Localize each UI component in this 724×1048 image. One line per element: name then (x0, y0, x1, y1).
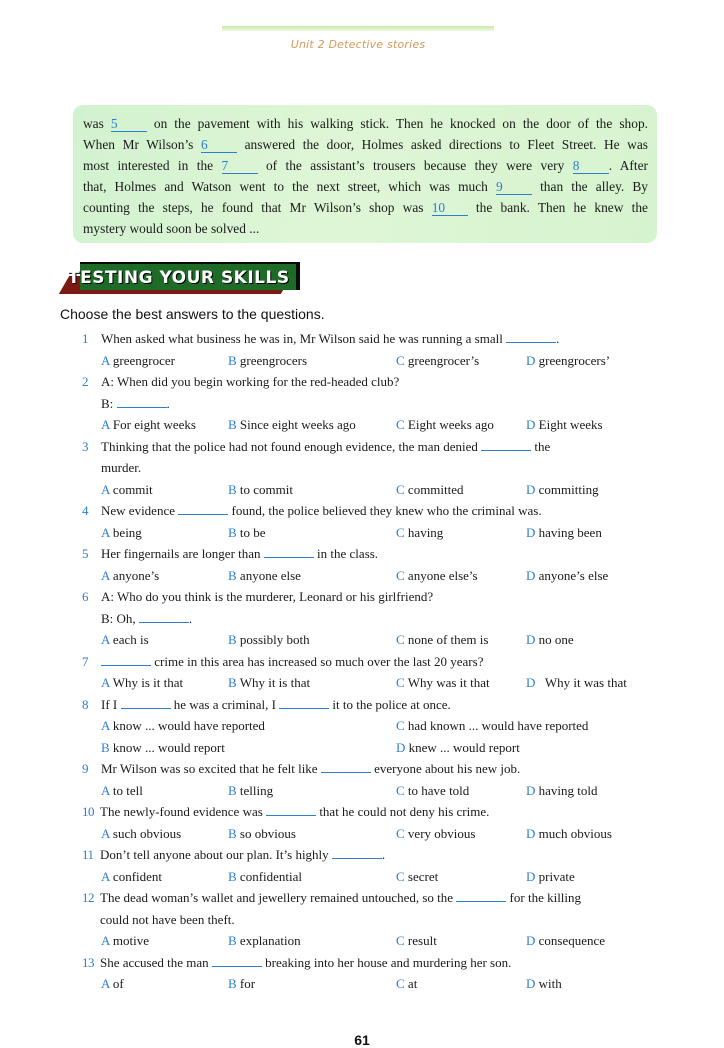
question-text-segment: that he could not deny his crime. (316, 804, 490, 819)
answer-blank[interactable] (178, 504, 228, 515)
option-letter: C (396, 825, 405, 841)
option-letter: C (396, 567, 405, 583)
question-text-segment: When asked what business he was in, Mr Wilson said he was running a small (101, 331, 507, 346)
options-row (82, 930, 662, 952)
blank-number[interactable]: 5 (111, 117, 147, 132)
answer-option[interactable] (101, 737, 225, 759)
answer-option[interactable] (396, 715, 588, 737)
question-text (101, 371, 399, 393)
option-letter: D (526, 675, 536, 690)
option-text: knew ... would report (408, 739, 520, 755)
option-text: at (407, 976, 418, 991)
option-text: commit (112, 481, 153, 497)
question-text (101, 328, 559, 350)
question-row (82, 694, 662, 716)
option-letter: D (526, 632, 536, 647)
option-letter: B (228, 524, 237, 540)
option-text: greengrocers (239, 352, 308, 368)
question-row (82, 952, 662, 974)
question-text-segment: could not have been theft. (100, 911, 235, 927)
option-text: consequence (538, 933, 606, 948)
option-text: much obvious (538, 825, 612, 841)
option-text: greengrocer (112, 352, 175, 368)
option-text: Eight weeks (538, 417, 603, 432)
question-text (101, 457, 141, 479)
option-letter: B (228, 632, 237, 647)
options-row (82, 672, 662, 694)
option-letter: A (101, 825, 110, 841)
options-row (82, 823, 662, 845)
question-number: 2 (82, 374, 89, 389)
story-text: of the assistant’s trousers because they were very (257, 158, 573, 173)
question-text-segment: B: (101, 395, 117, 411)
option-letter: C (396, 933, 405, 948)
answer-option[interactable] (228, 823, 296, 845)
answer-option[interactable] (101, 629, 149, 651)
option-letter: C (396, 675, 405, 690)
option-letter: D (526, 825, 536, 841)
answer-option[interactable] (526, 930, 605, 952)
option-text: result (407, 933, 437, 948)
option-text: having told (538, 782, 598, 798)
story-text: was (83, 116, 111, 131)
question-number: 6 (82, 589, 89, 604)
page-number: 61 (354, 1032, 370, 1048)
option-text: confidential (239, 868, 303, 884)
answer-option[interactable] (526, 780, 598, 802)
question-text-segment: B: Oh, (101, 610, 139, 626)
question-row (82, 371, 662, 393)
question-row (82, 608, 662, 630)
answer-option[interactable] (228, 866, 302, 888)
question-row (82, 887, 662, 909)
question-text-segment: in the class. (313, 546, 379, 561)
option-text: secret (407, 868, 439, 884)
option-letter: B (228, 868, 237, 884)
question-row (82, 543, 662, 565)
answer-option[interactable] (101, 350, 175, 372)
question-number: 1 (82, 331, 89, 346)
option-text: committed (407, 481, 464, 497)
option-text: to commit (239, 481, 294, 497)
option-text: Since eight weeks ago (239, 417, 356, 432)
option-letter: C (396, 868, 405, 884)
question-text-segment: A: When did you begin working for the red-headed club? (101, 374, 400, 389)
answer-blank[interactable] (456, 891, 506, 902)
story-summary-box (73, 105, 657, 243)
option-text: confident (112, 868, 163, 884)
section-banner (60, 262, 300, 298)
option-text: for (239, 976, 256, 991)
answer-option[interactable] (101, 973, 124, 995)
question-text-segment: everyone about his new job. (370, 761, 521, 776)
question-text (100, 801, 489, 823)
story-text: the bank. Then he knew the (467, 200, 648, 215)
option-text: Why is it that (112, 675, 184, 690)
answer-option[interactable] (228, 629, 310, 651)
question-text-segment: She accused the man (100, 954, 212, 970)
answer-option[interactable] (396, 350, 479, 372)
story-text: than the alley. By (531, 179, 648, 194)
option-letter: A (101, 352, 110, 368)
option-letter: C (396, 352, 405, 368)
section-title: TESTING YOUR SKILLS (68, 268, 290, 288)
option-letter: A (101, 868, 110, 884)
option-text: possibly both (239, 632, 310, 647)
story-text: . After (608, 158, 648, 173)
option-text: Eight weeks ago (407, 417, 494, 432)
option-letter: B (228, 567, 237, 583)
answer-option[interactable] (526, 565, 608, 587)
options-row (82, 522, 662, 544)
options-row (82, 350, 662, 372)
option-letter: D (526, 782, 536, 798)
option-letter: A (101, 481, 110, 497)
answer-blank[interactable] (506, 332, 556, 343)
option-letter: B (228, 976, 237, 991)
option-letter: C (396, 632, 405, 647)
answer-option[interactable] (396, 672, 490, 694)
question-number: 11 (82, 847, 94, 862)
question-row (82, 651, 662, 673)
question-text-segment: breaking into her house and murdering her son. (261, 954, 512, 970)
option-letter: B (228, 675, 237, 690)
question-number: 3 (82, 438, 89, 454)
blank-number[interactable]: 7 (222, 159, 258, 174)
options-row (82, 629, 662, 651)
question-text-segment: Thinking that the police had not found enough evidence, the man denied (101, 438, 482, 454)
option-text: to have told (407, 782, 470, 798)
answer-blank[interactable] (481, 440, 531, 451)
option-text: such obvious (112, 825, 182, 841)
answer-blank[interactable] (139, 612, 189, 623)
story-line (83, 113, 648, 134)
question-text-segment: The newly-found evidence was (100, 804, 267, 819)
answer-option[interactable] (101, 565, 159, 587)
answer-option[interactable] (228, 672, 310, 694)
answer-option[interactable] (526, 479, 599, 501)
answer-option[interactable] (526, 350, 610, 372)
question-text-segment: Her fingernails are longer than (101, 546, 264, 561)
option-text: greengrocer’s (407, 352, 480, 368)
option-text: Why it was that (538, 675, 627, 690)
option-letter: A (101, 718, 110, 733)
options-row (82, 715, 662, 737)
options-row (82, 737, 662, 759)
option-letter: D (526, 933, 536, 948)
question-text-segment: The dead woman’s wallet and jewellery remained untouched, so the (100, 890, 457, 905)
option-letter: A (101, 417, 110, 432)
option-letter: C (396, 481, 405, 497)
option-text: anyone’s else (538, 567, 609, 583)
option-text: anyone’s (112, 567, 160, 583)
question-text-segment: the (531, 438, 551, 454)
option-letter: B (101, 739, 110, 755)
option-letter: D (396, 739, 406, 755)
question-text-segment: he was a criminal, I (170, 696, 280, 712)
question-row (82, 801, 662, 823)
story-line (83, 176, 648, 197)
question-text (101, 393, 170, 415)
question-text (101, 500, 542, 522)
story-text: that, Holmes and Watson went to the next street, which was much (83, 179, 496, 194)
option-text: none of them is (407, 632, 489, 647)
option-text: know ... would report (112, 739, 225, 755)
story-text: most interested in the (83, 158, 222, 173)
answer-option[interactable] (526, 414, 603, 436)
option-letter: C (396, 718, 405, 733)
option-text: had known ... would have reported (407, 718, 589, 733)
answer-option[interactable] (396, 414, 494, 436)
option-text: Why was it that (407, 675, 490, 690)
option-text: being (112, 524, 142, 540)
option-text: greengrocers’ (538, 352, 611, 368)
question-text (100, 909, 235, 931)
question-row (82, 758, 662, 780)
question-number: 10 (82, 804, 94, 819)
options-row (82, 479, 662, 501)
answer-option[interactable] (526, 823, 612, 845)
question-text-segment: Don’t tell anyone about our plan. It’s highly (100, 847, 332, 862)
unit-title: Unit 2 Detective stories (290, 38, 426, 51)
story-text: counting the steps, he found that Mr Wilson’s shop was (83, 200, 432, 215)
question-text (101, 543, 378, 565)
answer-option[interactable] (228, 930, 301, 952)
question-row (82, 436, 662, 458)
question-text (101, 586, 433, 608)
answer-option[interactable] (101, 823, 181, 845)
question-text-segment: Mr Wilson was so excited that he felt like (101, 761, 321, 776)
answer-option[interactable] (228, 479, 293, 501)
options-row (82, 565, 662, 587)
question-text-segment: . (556, 331, 560, 346)
answer-option[interactable] (526, 973, 562, 995)
question-number: 7 (82, 653, 89, 669)
option-text: committing (538, 481, 599, 497)
answer-option[interactable] (396, 522, 443, 544)
option-letter: A (101, 782, 110, 798)
answer-blank[interactable] (212, 956, 262, 967)
option-letter: A (101, 524, 110, 540)
option-text: telling (239, 782, 274, 798)
answer-option[interactable] (228, 780, 273, 802)
answer-option[interactable] (526, 866, 575, 888)
option-text: each is (112, 632, 149, 647)
answer-option[interactable] (101, 479, 153, 501)
answer-blank[interactable] (332, 848, 382, 859)
question-list (82, 328, 662, 995)
options-row (82, 973, 662, 995)
instruction-text: Choose the best answers to the questions. (60, 306, 325, 322)
option-letter: C (396, 782, 405, 798)
question-number: 8 (82, 696, 89, 712)
answer-option[interactable] (396, 823, 475, 845)
answer-blank[interactable] (279, 698, 329, 709)
options-row (82, 866, 662, 888)
option-letter: B (228, 352, 237, 368)
story-line (83, 134, 648, 155)
question-row (82, 909, 662, 931)
option-text: with (538, 976, 562, 991)
question-row (82, 328, 662, 350)
option-letter: C (396, 417, 405, 432)
answer-blank[interactable] (321, 762, 371, 773)
option-text: explanation (239, 933, 301, 948)
option-text: no one (538, 632, 574, 647)
option-letter: B (228, 417, 237, 432)
blank-number[interactable]: 6 (201, 138, 237, 153)
answer-option[interactable] (396, 629, 488, 651)
question-row (82, 844, 662, 866)
option-letter: B (228, 933, 237, 948)
answer-option[interactable] (101, 672, 183, 694)
answer-option[interactable] (396, 479, 464, 501)
option-text: having (407, 524, 444, 540)
story-text: mystery would soon be solved ... (83, 221, 260, 236)
option-letter: D (526, 976, 536, 991)
question-number: 9 (82, 761, 89, 776)
option-text: motive (112, 933, 150, 948)
story-text: on the pavement with his walking stick. Then he knocked on the door of the shop. (146, 116, 648, 131)
option-text: private (538, 868, 575, 884)
question-text (101, 758, 520, 780)
option-text: anyone else’s (407, 567, 478, 583)
option-letter: D (526, 524, 536, 540)
option-letter: B (228, 825, 237, 841)
option-text: know ... would have reported (112, 718, 265, 733)
answer-blank[interactable] (121, 698, 171, 709)
option-letter: B (228, 782, 237, 798)
answer-option[interactable] (228, 522, 266, 544)
option-letter: A (101, 632, 110, 647)
question-text-segment: New evidence (101, 503, 179, 518)
answer-option[interactable] (228, 414, 356, 436)
answer-option[interactable] (396, 930, 437, 952)
option-text: so obvious (239, 825, 296, 841)
answer-option[interactable] (396, 973, 417, 995)
answer-blank[interactable] (264, 547, 314, 558)
answer-blank[interactable] (101, 655, 151, 666)
question-row (82, 393, 662, 415)
question-text (101, 651, 483, 673)
option-text: anyone else (239, 567, 301, 583)
question-row (82, 457, 662, 479)
question-text (101, 694, 451, 716)
story-text: answered the door, Holmes asked directions to Fleet Street. He was (236, 137, 648, 152)
question-text-segment: murder. (101, 460, 142, 475)
question-text (101, 608, 192, 630)
answer-option[interactable] (101, 780, 143, 802)
option-letter: D (526, 868, 536, 884)
question-text (101, 436, 550, 458)
option-text: of (112, 976, 124, 991)
blank-number[interactable]: 9 (496, 180, 532, 195)
question-text-segment: If I (101, 696, 121, 712)
option-letter: B (228, 481, 237, 497)
answer-option[interactable] (101, 414, 196, 436)
question-text-segment: it to the police at once. (329, 696, 451, 712)
blank-number[interactable]: 10 (432, 201, 468, 216)
question-text-segment: found, the police believed they knew who the criminal was. (228, 503, 542, 518)
option-letter: A (101, 675, 110, 690)
options-row (82, 780, 662, 802)
answer-option[interactable] (101, 866, 162, 888)
question-text (100, 844, 385, 866)
answer-option[interactable] (396, 737, 520, 759)
answer-option[interactable] (228, 350, 307, 372)
answer-option[interactable] (101, 522, 142, 544)
option-text: having been (538, 524, 602, 540)
question-text-segment: A: Who do you think is the murderer, Leonard or his girlfriend? (101, 589, 434, 604)
question-row (82, 586, 662, 608)
question-text-segment: . (381, 847, 386, 862)
option-letter: D (526, 352, 536, 368)
answer-option[interactable] (396, 565, 478, 587)
option-letter: A (101, 933, 110, 948)
answer-blank[interactable] (117, 397, 167, 408)
option-letter: D (526, 481, 536, 497)
answer-option[interactable] (101, 930, 149, 952)
answer-option[interactable] (101, 715, 265, 737)
question-number: 13 (82, 954, 94, 970)
option-text: to tell (112, 782, 143, 798)
answer-option[interactable] (396, 780, 469, 802)
option-text: to be (239, 524, 266, 540)
option-letter: A (101, 567, 110, 583)
answer-option[interactable] (526, 672, 627, 694)
question-text (100, 887, 581, 909)
question-text-segment: . (166, 395, 170, 411)
question-text-segment: crime in this area has increased so much over the last 20 years? (151, 653, 484, 669)
answer-option[interactable] (228, 565, 301, 587)
option-letter: D (526, 417, 536, 432)
story-text: When Mr Wilson’s (83, 137, 201, 152)
options-row (82, 414, 662, 436)
blank-number[interactable]: 8 (573, 159, 609, 174)
answer-option[interactable] (526, 629, 574, 651)
question-row (82, 500, 662, 522)
option-letter: A (101, 976, 110, 991)
question-text (100, 952, 511, 974)
story-line (83, 218, 648, 239)
option-text: Why it is that (239, 675, 311, 690)
answer-option[interactable] (228, 973, 255, 995)
question-number: 4 (82, 503, 89, 518)
question-text-segment: . (188, 610, 193, 626)
question-number: 12 (82, 890, 94, 905)
story-line (83, 155, 648, 176)
option-text: For eight weeks (112, 417, 196, 432)
option-letter: D (526, 567, 536, 583)
answer-option[interactable] (526, 522, 602, 544)
answer-option[interactable] (396, 866, 438, 888)
question-number: 5 (82, 546, 89, 561)
option-letter: C (396, 976, 405, 991)
story-line (83, 197, 648, 218)
question-text-segment: for the killing (506, 890, 582, 905)
option-text: very obvious (407, 825, 476, 841)
unit-header (222, 26, 494, 60)
answer-blank[interactable] (266, 805, 316, 816)
option-letter: C (396, 524, 405, 540)
